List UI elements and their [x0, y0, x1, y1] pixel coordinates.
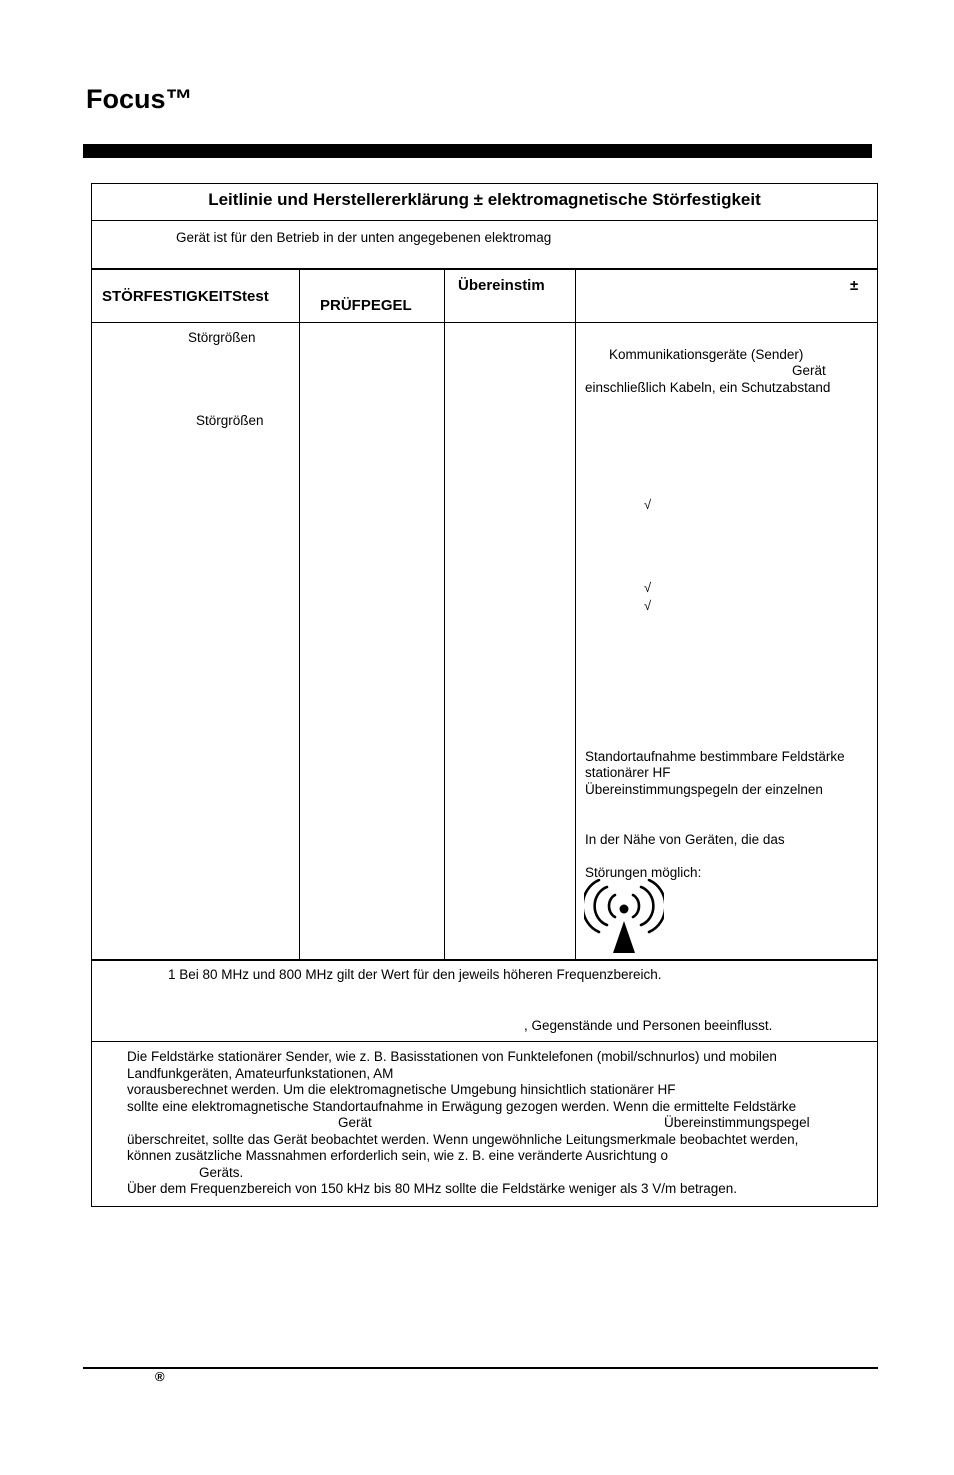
table-title: Leitlinie und Herstellererklärung ± elektromagnetische Störfestigkeit	[208, 190, 761, 209]
footer-rule	[83, 1367, 878, 1369]
guidance-line: stationärer HF	[585, 765, 671, 780]
column-divider	[444, 269, 445, 960]
column-header-guidance: ±	[850, 277, 859, 294]
divider	[92, 959, 877, 961]
header-bar	[83, 144, 872, 158]
guidance-line: Standortaufnahme bestimmbare Feldstärke	[585, 749, 845, 764]
sqrt-symbol: √	[644, 598, 652, 613]
guidance-line: In der Nähe von Geräten, die das	[585, 832, 785, 847]
divider	[92, 220, 877, 221]
registered-mark: ®	[155, 1369, 165, 1384]
column-header-level: PRÜFPEGEL	[320, 297, 412, 314]
guidance-line: einschließlich Kabeln, ein Schutzabstand	[585, 380, 831, 395]
note-line: Geräts.	[199, 1164, 244, 1180]
table-intro: Gerät ist für den Betrieb in der unten angegebenen elektromag	[176, 230, 552, 245]
guidance-line: Kommunikationsgeräte (Sender)	[609, 347, 804, 362]
note-line: können zusätzliche Massnahmen erforderlich sein, wie z. B. eine veränderte Ausrichtung o	[127, 1148, 669, 1163]
note-line: sollte eine elektromagnetische Standortaufnahme in Erwägung gezogen werden. Wenn die ermittelte Feldstärke	[127, 1098, 797, 1114]
guidance-line: Gerät	[792, 363, 826, 378]
column-header-compliance: Übereinstim	[458, 277, 545, 294]
footnote: , Gegenstände und Personen beeinflusst.	[524, 1018, 773, 1033]
note-line	[127, 1115, 862, 1132]
note-line: Die Feldstärke stationärer Sender, wie z. B. Basisstationen von Funktelefonen (mobil/schnurlos) und mobilen	[127, 1049, 777, 1064]
note-line: überschreitet, sollte das Gerät beobachtet werden. Wenn ungewöhnliche Leitungsmerkmale beobachtet werden,	[127, 1131, 799, 1147]
divider	[92, 322, 877, 323]
note-line: Über dem Frequenzbereich von 150 kHz bis 80 MHz sollte die Feldstärke weniger als 3 V/m betragen.	[127, 1181, 738, 1196]
note-fragment: Übereinstimmungspegel	[664, 1115, 810, 1130]
brand-title: Focus™	[86, 84, 193, 114]
note-fragment: Gerät	[338, 1115, 372, 1130]
non-ionizing-radiation-icon	[584, 879, 664, 955]
test-cell: Störgrößen	[188, 330, 256, 345]
sqrt-symbol: √	[644, 497, 652, 512]
sqrt-symbol: √	[644, 580, 652, 595]
guidance-line: Störungen möglich:	[585, 865, 702, 880]
note-line: Landfunkgeräten, Amateurfunkstationen, AM	[127, 1065, 394, 1081]
column-divider	[575, 269, 576, 960]
guidance-line: Übereinstimmungspegeln der einzelnen	[585, 782, 823, 797]
column-divider	[299, 269, 300, 960]
divider	[92, 1041, 877, 1042]
notes-block	[127, 1049, 862, 1198]
divider	[92, 268, 877, 270]
test-cell: Störgrößen	[196, 413, 264, 428]
column-header-test: STÖRFESTIGKEITStest	[102, 288, 269, 305]
note-line: vorausberechnet werden. Um die elektromagnetische Umgebung hinsichtlich stationärer HF	[127, 1082, 676, 1097]
footnote: 1 Bei 80 MHz und 800 MHz gilt der Wert für den jeweils höheren Frequenzbereich.	[168, 967, 662, 982]
